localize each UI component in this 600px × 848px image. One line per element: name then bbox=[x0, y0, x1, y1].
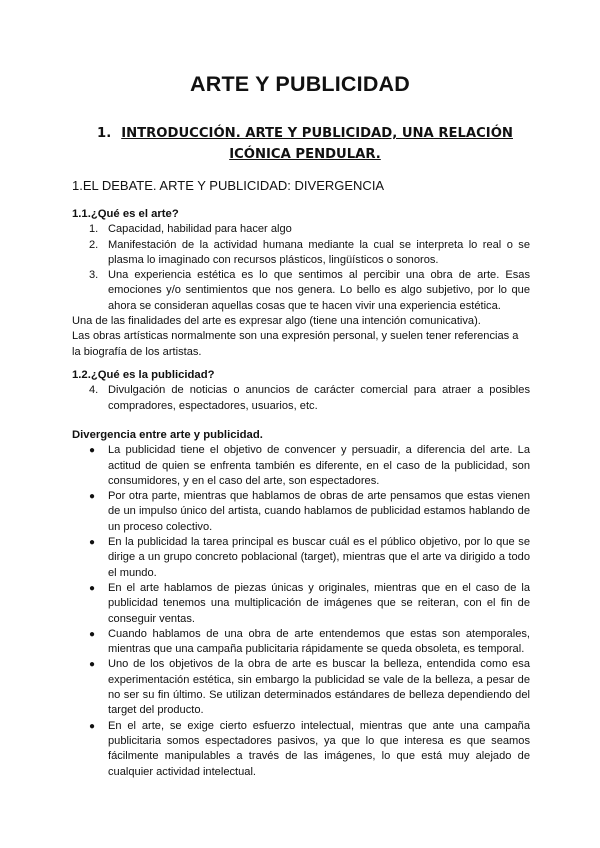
bullet-item bbox=[72, 627, 530, 658]
list-number: 1. bbox=[89, 223, 99, 236]
art-definition-list bbox=[72, 222, 530, 314]
bullet-item bbox=[72, 719, 530, 780]
section-number: 1. bbox=[97, 126, 112, 141]
section-heading-line1 bbox=[95, 123, 515, 144]
list-item bbox=[72, 238, 530, 269]
bullet-icon: ● bbox=[89, 720, 96, 732]
what-is-advertising-section bbox=[72, 368, 530, 414]
document-title: ARTE Y PUBLICIDAD bbox=[189, 72, 411, 96]
list-number: 3. bbox=[89, 269, 99, 282]
bullet-text: Cuando hablamos de una obra de arte entendemos que estas son atemporales, mientras que una campaña publicitaria rápidamente se queda obsoleta, es temporal. bbox=[108, 627, 530, 656]
section-heading bbox=[95, 123, 515, 165]
bullet-icon: ● bbox=[89, 582, 96, 594]
list-number: 2. bbox=[89, 238, 99, 251]
what-is-art-section bbox=[72, 207, 530, 360]
list-number: 4. bbox=[89, 384, 99, 397]
art-paragraph-2: Las obras artísticas normalmente son una expresión personal, y suelen tener referencias a la biografía de los artistas. bbox=[72, 330, 519, 358]
bullet-icon: ● bbox=[89, 537, 96, 549]
list-text: Capacidad, habilidad para hacer algo bbox=[108, 223, 292, 236]
bullet-text: La publicidad tiene el objetivo de convencer y persuadir, a diferencia del arte. La actitud de quien se enfrenta también es diferente, en el caso de la publicidad, son consumidores, y en el caso del arte, son espectadores. bbox=[108, 444, 530, 487]
bullet-icon: ● bbox=[89, 628, 96, 640]
art-paragraph-1: Una de las finalidades del arte es expresar algo (tiene una intención comunicativa). bbox=[72, 315, 481, 328]
bullet-text: En el arte, se exige cierto esfuerzo intelectual, mientras que ante una campaña publicitaria somos espectadores pasivos, ya que lo que interesa es que seamos fácilmente manipulables a través de las imágenes, lo que está muy alejado de cualquier actividad intelectual. bbox=[108, 719, 530, 778]
divergence-heading: Divergencia entre arte y publicidad. bbox=[72, 429, 263, 441]
bullet-item bbox=[72, 581, 530, 627]
bullet-text: Por otra parte, mientras que hablamos de obras de arte pensamos que estas vienen de un impulso único del artista, cuando hablamos de publicidad estamos hablando de un proceso colectivo. bbox=[108, 490, 530, 533]
debate-subheading: 1.EL DEBATE. ARTE Y PUBLICIDAD: DIVERGENCIA bbox=[72, 178, 385, 193]
section-heading-line2 bbox=[95, 144, 515, 165]
bullet-item bbox=[72, 489, 530, 535]
list-item bbox=[72, 222, 530, 237]
bullet-text: Uno de los objetivos de la obra de arte es buscar la belleza, entendida como esa experimentación estética, sin embargo la publicidad se vale de la belleza, a pesar de no ser su fin último. Se utilizan determinados estándares de belleza dependiendo del target del producto. bbox=[108, 658, 530, 717]
list-item bbox=[72, 383, 530, 414]
list-item bbox=[72, 268, 530, 314]
section-heading-text1: INTRODUCCIÓN. ARTE Y PUBLICIDAD, UNA RELACIÓN bbox=[121, 126, 513, 141]
bullet-item bbox=[72, 443, 530, 489]
bullet-icon: ● bbox=[89, 445, 96, 457]
divergence-bullet-list bbox=[72, 443, 530, 780]
bullet-icon: ● bbox=[89, 491, 96, 503]
advertising-definition-list bbox=[72, 383, 530, 414]
section-heading-text2: ICÓNICA PENDULAR. bbox=[229, 147, 381, 162]
what-is-advertising-heading: 1.2.¿Qué es la publicidad? bbox=[72, 369, 215, 381]
bullet-item bbox=[72, 535, 530, 581]
bullet-item bbox=[72, 657, 530, 718]
list-text: Divulgación de noticias o anuncios de carácter comercial para atraer a posibles compradores, espectadores, usuarios, etc. bbox=[108, 384, 530, 412]
bullet-icon: ● bbox=[89, 659, 96, 671]
bullet-text: En el arte hablamos de piezas únicas y originales, mientras que en el caso de la publicidad tenemos una multiplicación de imágenes que se reiteran, con el fin de conseguir ventas. bbox=[108, 581, 530, 625]
list-text: Una experiencia estética es lo que sentimos al percibir una obra de arte. Esas emociones y/o sentimientos que nos genera. Lo bello es algo subjetivo, por lo que ahora se consideran aquellas cosas que te hacen vivir una experiencia estética. bbox=[108, 269, 530, 312]
what-is-art-heading: 1.1.¿Qué es el arte? bbox=[72, 208, 179, 220]
list-text: Manifestación de la actividad humana mediante la cual se interpreta lo real o se plasma lo imaginado con recursos plásticos, lingüísticos o sonoros. bbox=[108, 238, 530, 266]
divergence-section bbox=[72, 428, 530, 780]
bullet-text: En la publicidad la tarea principal es buscar cuál es el público objetivo, por lo que se dirige a un grupo concreto poblacional (target), mientras que el arte va dirigido a todo el mundo. bbox=[108, 536, 530, 579]
